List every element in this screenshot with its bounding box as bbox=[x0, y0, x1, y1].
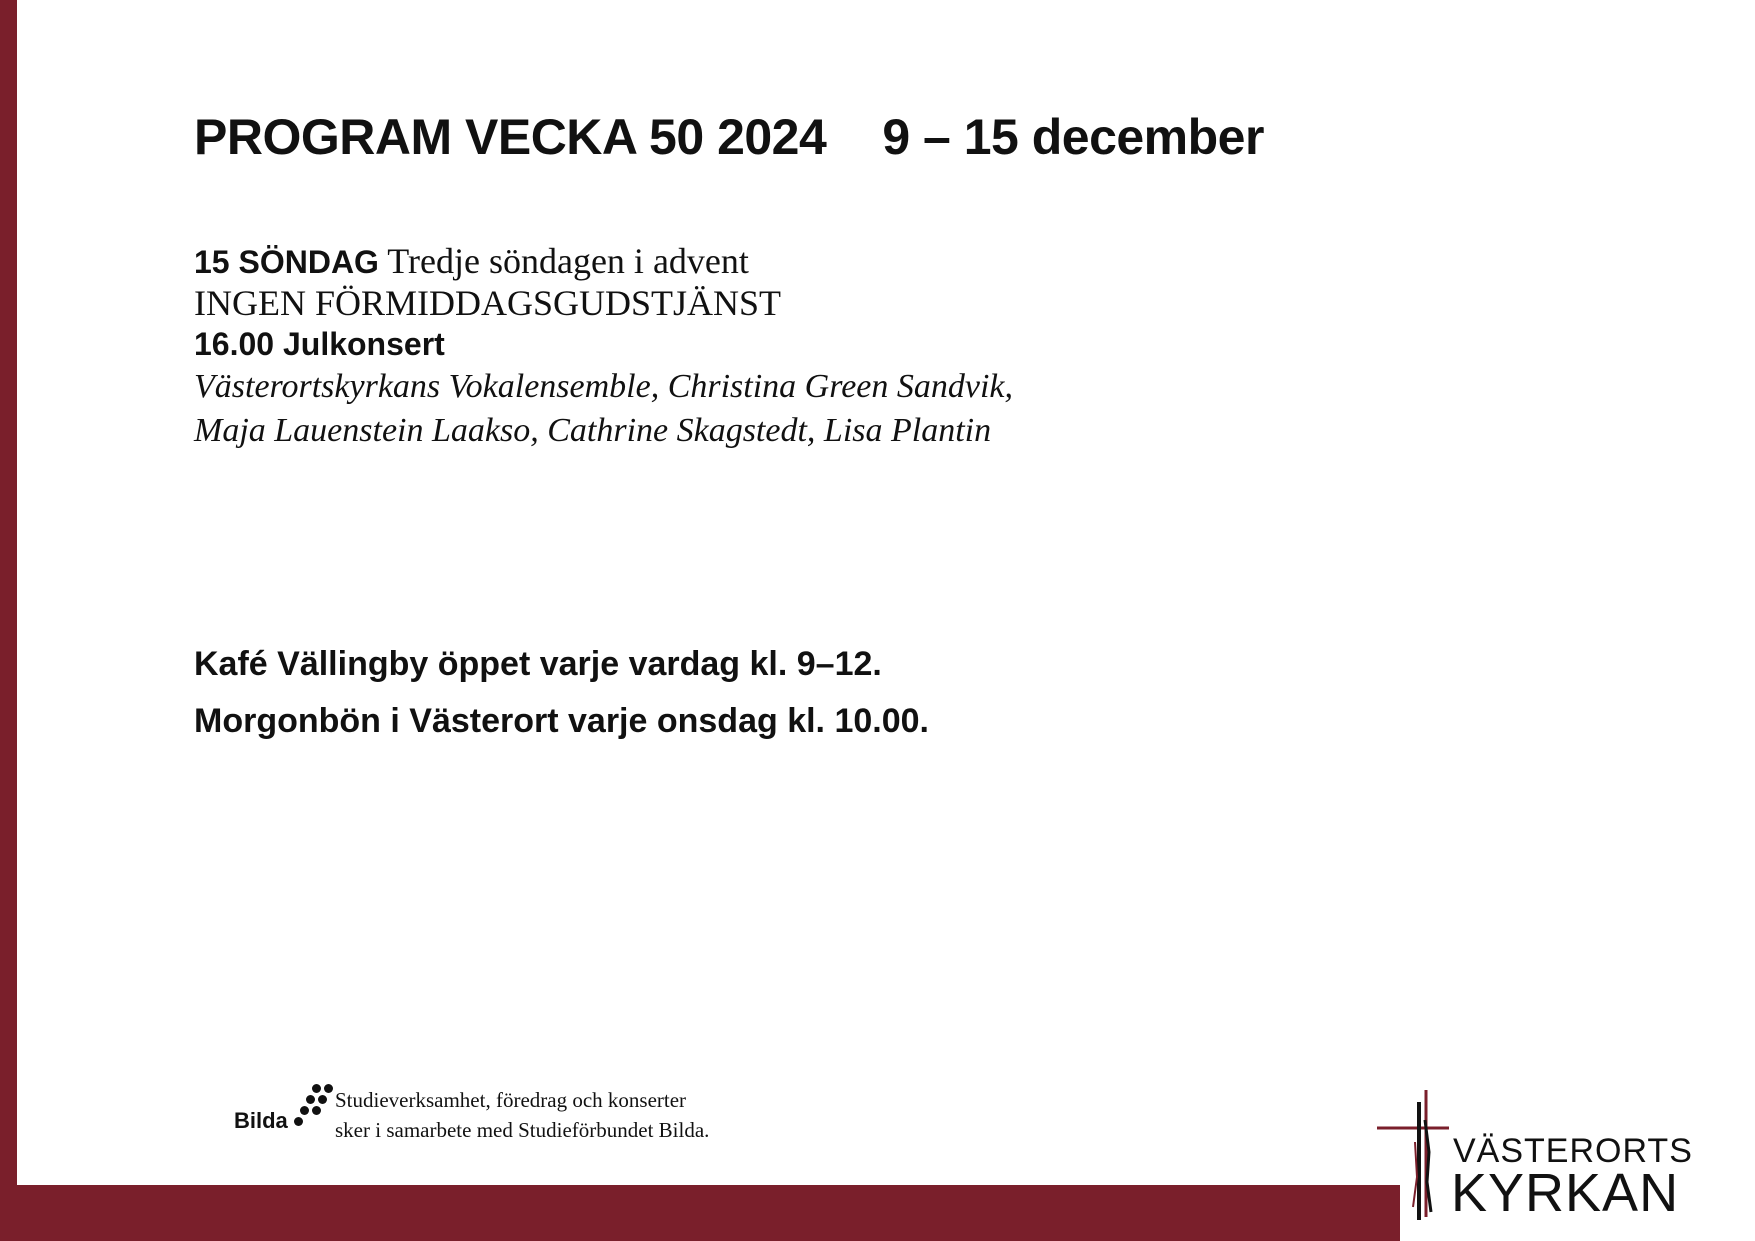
performers-line-1: Västerortskyrkans Vokalensemble, Christina Green Sandvik, bbox=[194, 368, 1014, 405]
cross-icon bbox=[1375, 1082, 1455, 1222]
bilda-partner-text bbox=[335, 1085, 709, 1145]
performers-line-2: Maja Lauenstein Laakso, Cathrine Skagstedt, Lisa Plantin bbox=[194, 412, 992, 449]
church-logo-line-1: VÄSTERORTS bbox=[1453, 1132, 1693, 1170]
sunday-heading bbox=[194, 240, 749, 282]
bilda-logo-word: Bilda bbox=[234, 1108, 288, 1133]
page-title bbox=[194, 108, 1264, 166]
bilda-text-line-2: sker i samarbete med Studieförbundet Bilda. bbox=[335, 1118, 710, 1142]
morning-prayer-info: Morgonbön i Västerort varje onsdag kl. 10.00. bbox=[194, 702, 929, 740]
service-notice: INGEN FÖRMIDDAGSGUDSTJÄNST bbox=[194, 283, 782, 323]
cafe-info: Kafé Vällingby öppet varje vardag kl. 9–12. bbox=[194, 645, 882, 683]
left-accent-bar bbox=[0, 0, 17, 1241]
title-text: PROGRAM VECKA 50 2024 bbox=[194, 109, 827, 165]
church-logo bbox=[1375, 1082, 1705, 1222]
concert-title: 16.00 Julkonsert bbox=[194, 326, 445, 362]
bilda-text-line-1: Studieverksamhet, föredrag och konserter bbox=[335, 1088, 687, 1112]
day-label: 15 SÖNDAG bbox=[194, 244, 379, 280]
day-name: Tredje söndagen i advent bbox=[387, 241, 749, 281]
bottom-accent-bar bbox=[17, 1185, 1400, 1241]
church-logo-line-2: KYRKAN bbox=[1451, 1163, 1680, 1223]
title-dates: 9 – 15 december bbox=[882, 109, 1264, 165]
bilda-logo bbox=[234, 1082, 334, 1142]
